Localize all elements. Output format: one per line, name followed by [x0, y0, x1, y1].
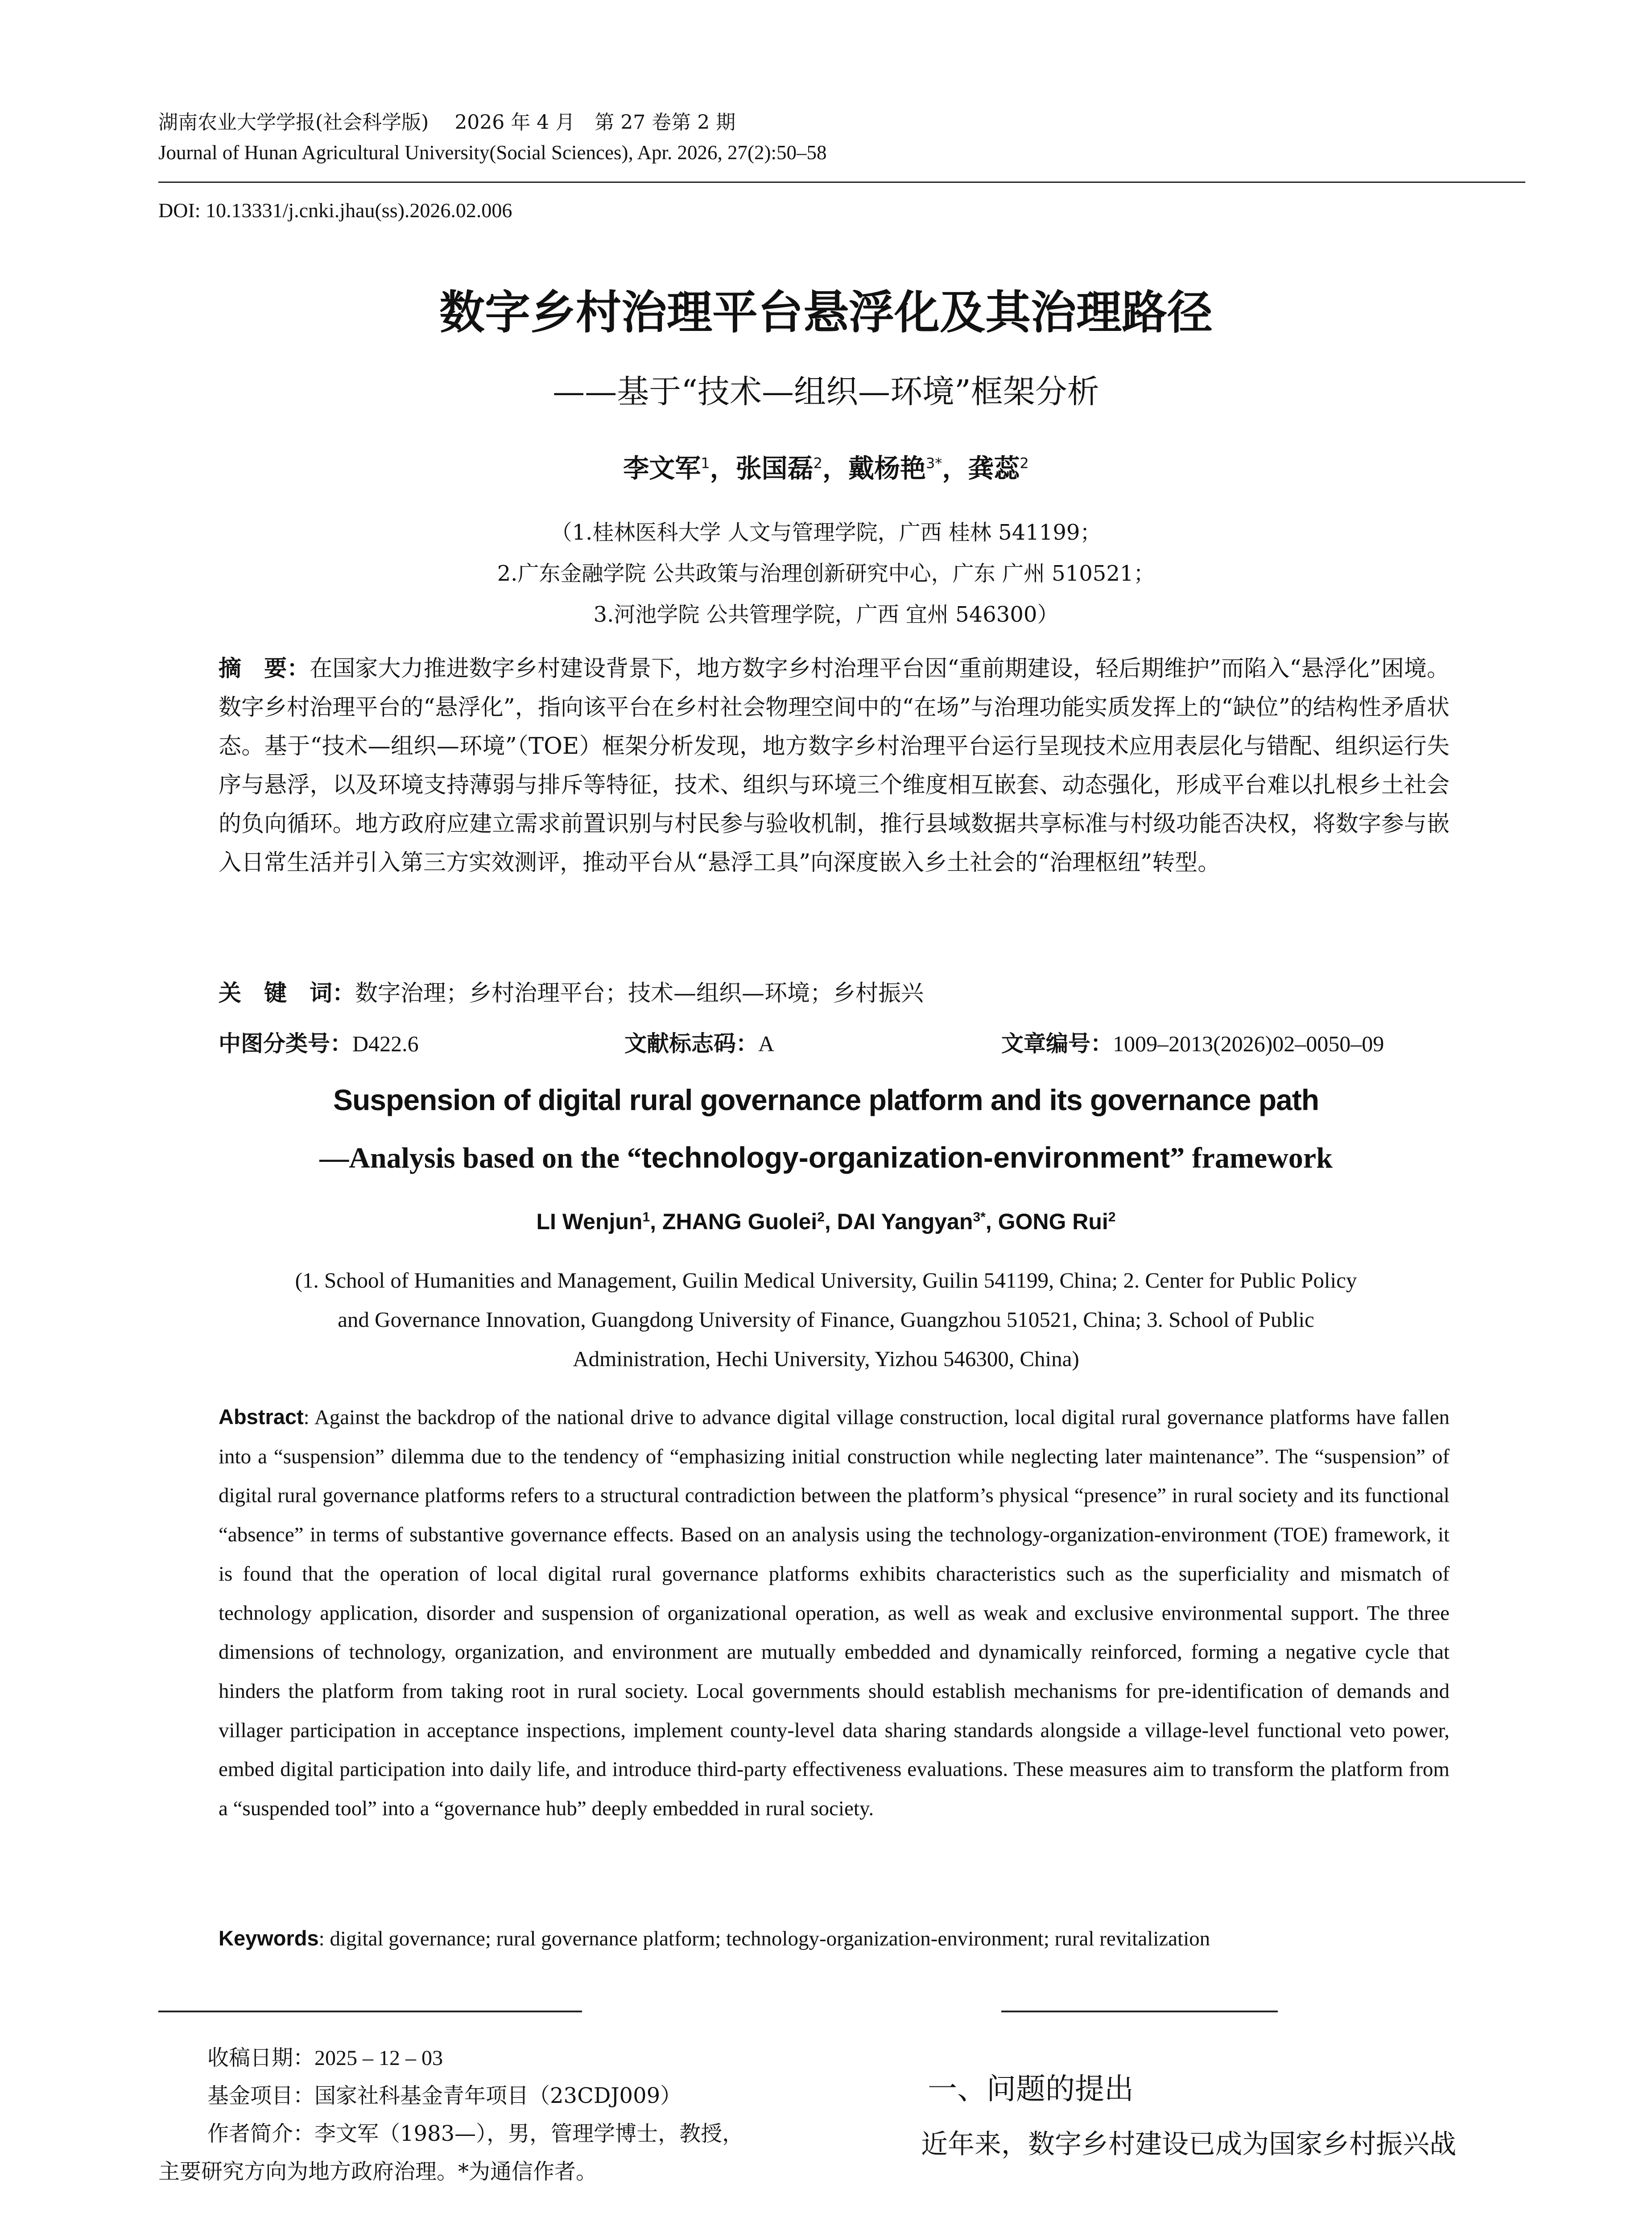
author-cn-1-sup: 1 — [701, 454, 710, 472]
abstract-en-label: Abstract — [219, 1405, 304, 1429]
author-cn-4-sup: 2 — [1020, 454, 1029, 472]
author-bio-line2: 主要研究方向为地方政府治理。*为通信作者。 — [158, 2159, 598, 2184]
affiliation-en-3: Administration, Hechi University, Yizhou 546300, China) — [573, 1346, 1079, 1371]
author-cn-3: 戴杨艳 — [848, 453, 926, 483]
subtitle-en — [0, 1140, 1652, 1175]
title-cn: 数字乡村治理平台悬浮化及其治理路径 — [439, 286, 1213, 339]
author-cn-1: 李文军 — [623, 453, 701, 483]
keywords-en-label: Keywords — [219, 1926, 319, 1950]
header-rule — [158, 182, 1525, 183]
author-en-3: DAI Yangyan — [837, 1209, 973, 1234]
author-cn-2: 张国磊 — [735, 453, 814, 483]
doc-label: 文献标志码： — [624, 1031, 758, 1057]
clc-number — [219, 1026, 419, 1058]
author-en-4-sup: 2 — [1108, 1210, 1116, 1225]
clc-label: 中图分类号： — [219, 1031, 352, 1057]
article-label: 文章编号： — [1001, 1031, 1113, 1057]
column-rule — [1001, 2011, 1278, 2012]
fund-label: 基金项目： — [207, 2083, 315, 2108]
abstract-en-text: : Against the backdrop of the national drive to advance digital village construction, local digital rural governance platforms have fallen into a “suspension” dilemma due to the tendency of “emphasizing initial construction while neglecting later maintenance”. The “suspension” of digital rural governance platforms refers to a structural contradiction between the platform’s physical “presence” in rural society and its functional “absence” in terms of substantive governance effects. Based on an analysis using the technology-organization-environment (TOE) framework, it is found that the operation of local digital rural governance platforms exhibits characteristics such as the superficiality and mismatch of technology application, disorder and suspension of organizational operation, as well as weak and exclusive environmental support. The three dimensions of technology, organization, and environment are mutually embedded and dynamically reinforced, forming a negative cycle that hinders the platform from taking root in rural society. Local governments should establish mechanisms for pre-identification of demands and villager participation in acceptance inspections, implement county-level data sharing standards alongside a village-level functional veto power, embed digital participation into daily life, and introduce third-party effectiveness evaluations. These measures aim to transform the platform from a “suspended tool” into a “governance hub” deeply embedded in rural society. — [219, 1406, 1450, 1821]
affiliation-cn-2: 2.广东金融学院 公共政策与治理创新研究中心，广东 广州 510521； — [497, 561, 1155, 586]
author-en-4: GONG Rui — [998, 1209, 1108, 1234]
affiliation-en-1: (1. School of Humanities and Management, Guilin Medical University, Guilin 541199, China; 2. Center for Public Policy — [295, 1268, 1357, 1293]
author-en-1-sup: 1 — [642, 1210, 650, 1225]
article-number — [1001, 1026, 1384, 1058]
journal-header-en: Journal of Hunan Agricultural University(Social Sciences), Apr. 2026, 27(2):50–58 — [158, 141, 827, 164]
abstract-en — [219, 1397, 1450, 1829]
keywords-cn-label: 关 键 词： — [219, 980, 355, 1007]
keywords-cn — [219, 975, 924, 1008]
affiliation-en-2: and Governance Innovation, Guangdong University of Finance, Guangzhou 510521, China; 3. School of Public — [338, 1307, 1314, 1332]
clc-value: D422.6 — [352, 1031, 419, 1056]
author-en-2-sup: 2 — [817, 1210, 825, 1225]
subtitle-cn: ——基于“技术—组织—环境”框架分析 — [553, 373, 1099, 410]
received-date — [207, 2040, 443, 2071]
fund-value: 国家社科基金青年项目（23CDJ009） — [314, 2083, 682, 2108]
authors-en: LI Wenjun$^1$, ZHANG Guolei$^2$, DAI Yangyan$^{3*}$, GONG Rui$^2$ — [536, 1209, 1116, 1234]
received-label: 收稿日期： — [207, 2045, 315, 2070]
author-cn-3-sup: 3* — [926, 454, 942, 472]
author-en-3-sup: 3* — [973, 1210, 986, 1225]
authors-cn — [0, 447, 1652, 485]
footnote-rule — [158, 2011, 582, 2012]
author-cn-4: 龚蕊 — [968, 453, 1020, 483]
fund-project — [207, 2078, 681, 2109]
journal-header-cn: 湖南农业大学学报(社会科学版) 2026 年 4 月 第 27 卷第 2 期 — [158, 111, 736, 134]
author-en-1: LI Wenjun — [536, 1209, 643, 1234]
affiliation-cn-3: 3.河池学院 公共管理学院，广西 宜州 546300） — [593, 602, 1059, 627]
author-en-2: ZHANG Guolei — [662, 1209, 818, 1234]
keywords-en-text: : digital governance; rural governance platform; technology-organization-environment; rural revitalization — [318, 1927, 1210, 1950]
article-value: 1009–2013(2026)02–0050–09 — [1113, 1031, 1384, 1056]
affiliation-cn-1: （1.桂林医科大学 人文与管理学院，广西 桂林 541199； — [550, 520, 1102, 545]
author-bio-line1: 李文军（1983—），男，管理学博士，教授， — [314, 2121, 744, 2146]
subtitle-en-part3: ” framework — [1170, 1142, 1333, 1174]
section-body: 近年来，数字乡村建设已成为国家乡村振兴战 — [921, 2129, 1456, 2160]
subtitle-en-part2: technology-organization-environment — [641, 1141, 1170, 1174]
author-sep: ， — [942, 453, 968, 483]
author-bio — [207, 2116, 743, 2147]
keywords-en — [219, 1926, 1210, 1951]
document-code — [624, 1026, 774, 1058]
keywords-cn-text: 数字治理；乡村治理平台；技术—组织—环境；乡村振兴 — [355, 980, 924, 1007]
abstract-cn-label: 摘 要： — [219, 656, 310, 682]
doc-value: A — [758, 1031, 775, 1056]
abstract-cn — [219, 649, 1450, 882]
section-heading: 一、问题的提出 — [928, 2072, 1134, 2106]
subtitle-en-part1: —Analysis based on the “ — [319, 1142, 642, 1174]
abstract-cn-text: 在国家大力推进数字乡村建设背景下，地方数字乡村治理平台因“重前期建设，轻后期维护”而陷入“悬浮化”困境。数字乡村治理平台的“悬浮化”，指向该平台在乡村社会物理空间中的“在场”与治理功能实质发挥上的“缺位”的结构性矛盾状态。基于“技术—组织—环境”（TOE）框架分析发现，地方数字乡村治理平台运行呈现技术应用表层化与错配、组织运行失序与悬浮，以及环境支持薄弱与排斥等特征，技术、组织与环境三个维度相互嵌套、动态强化，形成平台难以扎根乡土社会的负向循环。地方政府应建立需求前置识别与村民参与验收机制，推行县域数据共享标准与村级功能否决权，将数字参与嵌入日常生活并引入第三方实效测评，推动平台从“悬浮工具”向深度嵌入乡土社会的“治理枢纽”转型。 — [219, 656, 1450, 876]
title-en: Suspension of digital rural governance platform and its governance path — [333, 1083, 1319, 1116]
author-cn-2-sup: 2 — [813, 454, 822, 472]
author-bio-label: 作者简介： — [207, 2121, 315, 2146]
received-value: 2025 – 12 – 03 — [314, 2046, 443, 2070]
doi: DOI: 10.13331/j.cnki.jhau(ss).2026.02.006 — [158, 199, 512, 222]
author-sep: ， — [822, 453, 848, 483]
author-sep: ， — [710, 453, 736, 483]
